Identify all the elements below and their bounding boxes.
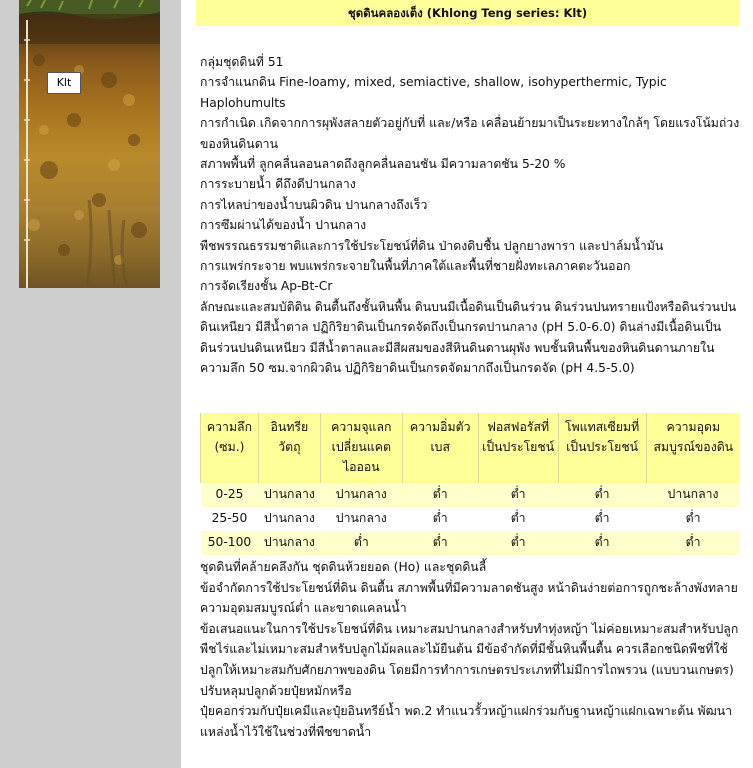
info-line: การกำเนิด เกิดจากการผุพังสลายตัวอยู่กับที่ และ/หรือ เคลื่อนย้ายมาเป็นระยะทางใกล้ๆ โดยแรงโน้มถ่วงของหินดินดาน xyxy=(200,116,740,151)
header-base-saturation: ความอิ่มตัวเบส xyxy=(402,413,478,483)
table-cell: ต่ำ xyxy=(558,483,646,507)
table-cell: ต่ำ xyxy=(402,507,478,531)
info-line: การซึมผ่านได้ของน้ำ ปานกลาง xyxy=(200,218,367,233)
table-cell: ต่ำ xyxy=(558,507,646,531)
soil-profile-photo xyxy=(19,0,160,288)
info-line: ข้อเสนอแนะในการใช้ประโยชน์ที่ดิน เหมาะสมปานกลางสำหรับทำทุ่งหญ้า ไม่ค่อยเหมาะสมสำหรับปลูกพืชไร่และไม่เหมาะสมสำหรับปลูกไม้ผลและไม้ยืนต้น มีข้อจำกัดที่มีชั้นหินพื้นตื้น ควรเลือกชนิดพืชที่ใช้ปลูกให้เหมาะสมกับศักยภาพของดิน โดยมีการทำการเกษตรประเภทที่ไม่มีการไถพรวน (แบบวนเกษตร) ปรับหลุมปลูกด้วยปุ๋ยหมักหรือ xyxy=(200,621,739,698)
page-title: ชุดดินคลองเต็ง (Khlong Teng series: Klt) xyxy=(196,0,739,26)
info-line: การไหลบ่าของน้ำบนผิวดิน ปานกลางถึงเร็ว xyxy=(200,197,428,212)
table-cell: ต่ำ xyxy=(402,483,478,507)
table-cell: ปานกลาง xyxy=(258,483,320,507)
table-row xyxy=(201,531,741,555)
header-cec: ความจุแลกเปลี่ยนแคตไอออน xyxy=(320,413,402,483)
info-line: สภาพพื้นที่ ลูกคลื่นลอนลาดถึงลูกคลื่นลอนชัน มีความลาดชัน 5-20 % xyxy=(200,157,566,172)
header-fertility: ความอุดมสมบูรณ์ของดิน xyxy=(646,413,740,483)
table-cell: ต่ำ xyxy=(558,531,646,555)
info-line: การจัดเรียงชั้น Ap-Bt-Cr xyxy=(200,279,333,294)
table-cell: ปานกลาง xyxy=(646,483,740,507)
info-line: ชุดดินที่คล้ายคลึงกัน ชุดดินห้วยยอด (Ho) และชุดดินลี้ xyxy=(200,560,487,574)
table-cell: ต่ำ xyxy=(478,483,558,507)
table-cell: ปานกลาง xyxy=(320,483,402,507)
header-organic-matter: อินทรียวัตถุ xyxy=(258,413,320,483)
info-line: พืชพรรณธรรมชาติและการใช้ประโยชน์ที่ดิน ป่าดงดิบชื้น ปลูกยางพารา และปาล์มน้ำมัน xyxy=(200,238,664,253)
table-cell: ต่ำ xyxy=(320,531,402,555)
photo-label: Klt xyxy=(47,72,81,94)
info-line: การแพร่กระจาย พบแพร่กระจายในพื้นที่ภาคใต้และพื้นที่ชายฝั่งทะเลภาคตะวันออก xyxy=(200,259,631,274)
header-potassium: โพแทสเซียมที่เป็นประโยชน์ xyxy=(558,413,646,483)
soil-texture xyxy=(19,0,160,288)
table-cell: ต่ำ xyxy=(402,531,478,555)
info-line: ข้อจำกัดการใช้ประโยชน์ที่ดิน ดินตื้น สภาพพื้นที่มีความลาดชันสูง หน้าดินง่ายต่อการถูกชะล้างพังทลาย ความอุดมสมบูรณ์ต่ำ และขาดแคลนน้ำ xyxy=(200,580,738,616)
table-cell: 0-25 xyxy=(201,483,259,507)
table-cell: ปานกลาง xyxy=(258,507,320,531)
info-line: กลุ่มชุดดินที่ 51 xyxy=(200,55,284,69)
table-cell: ปานกลาง xyxy=(258,531,320,555)
table-cell: ปานกลาง xyxy=(320,507,402,531)
table-cell: 25-50 xyxy=(201,507,259,531)
table-cell: ต่ำ xyxy=(478,531,558,555)
soil-properties-table xyxy=(200,413,740,555)
table-cell: ต่ำ xyxy=(478,507,558,531)
info-line: ปุ๋ยคอกร่วมกับปุ๋ยเคมีและปุ๋ยอินทรีย์น้ำ พด.2 ทำแนวรั้วหญ้าแฝกร่วมกับฐานหญ้าแฝกเฉพาะต้น พัฒนาแหล่งน้ำไว้ใช้ในช่วงที่พืชขาดน้ำ xyxy=(200,704,733,739)
info-line: ดินร่วนปนดินเหนียว มีสีน้ำตาลและมีสีผสมของสีหินดินดานผุพัง พบชั้นหินพื้นของหินดินดานภายในความลึก 50 ซม.จากผิวดิน ปฏิกิริยาดินเป็นกรดจัดมากถึงเป็นกรดจัด (pH 4.5-5.0) xyxy=(200,340,715,376)
soil-recommendations xyxy=(200,557,740,742)
info-line: การระบายน้ำ ดีถึงดีปานกลาง xyxy=(200,177,356,192)
info-line: การจำแนกดิน Fine-loamy, mixed, semiactive, shallow, isohyperthermic, Typic Haplohumults xyxy=(200,75,667,110)
header-phosphorus: ฟอสฟอรัสที่เป็นประโยชน์ xyxy=(478,413,558,483)
table-cell: 50-100 xyxy=(201,531,259,555)
soil-description xyxy=(200,52,740,379)
table-cell: ต่ำ xyxy=(646,507,740,531)
table-header-row xyxy=(201,413,741,483)
table-row xyxy=(201,483,741,507)
table-row xyxy=(201,507,741,531)
info-line: ลักษณะและสมบัติดิน ดินตื้นถึงชั้นหินพื้น ดินบนมีเนื้อดินเป็นดินร่วน ดินร่วนปนทรายแป้งหรือดินร่วนปนดินเหนียว มีสีน้ำตาล ปฏิกิริยาดินเป็นกรดจัดถึงเป็นกรดปานกลาง (pH 5.0-6.0) ดินล่างมีเนื้อดินเป็น xyxy=(200,299,737,335)
table-cell: ต่ำ xyxy=(646,531,740,555)
header-depth: ความลึก (ซม.) xyxy=(201,413,259,483)
